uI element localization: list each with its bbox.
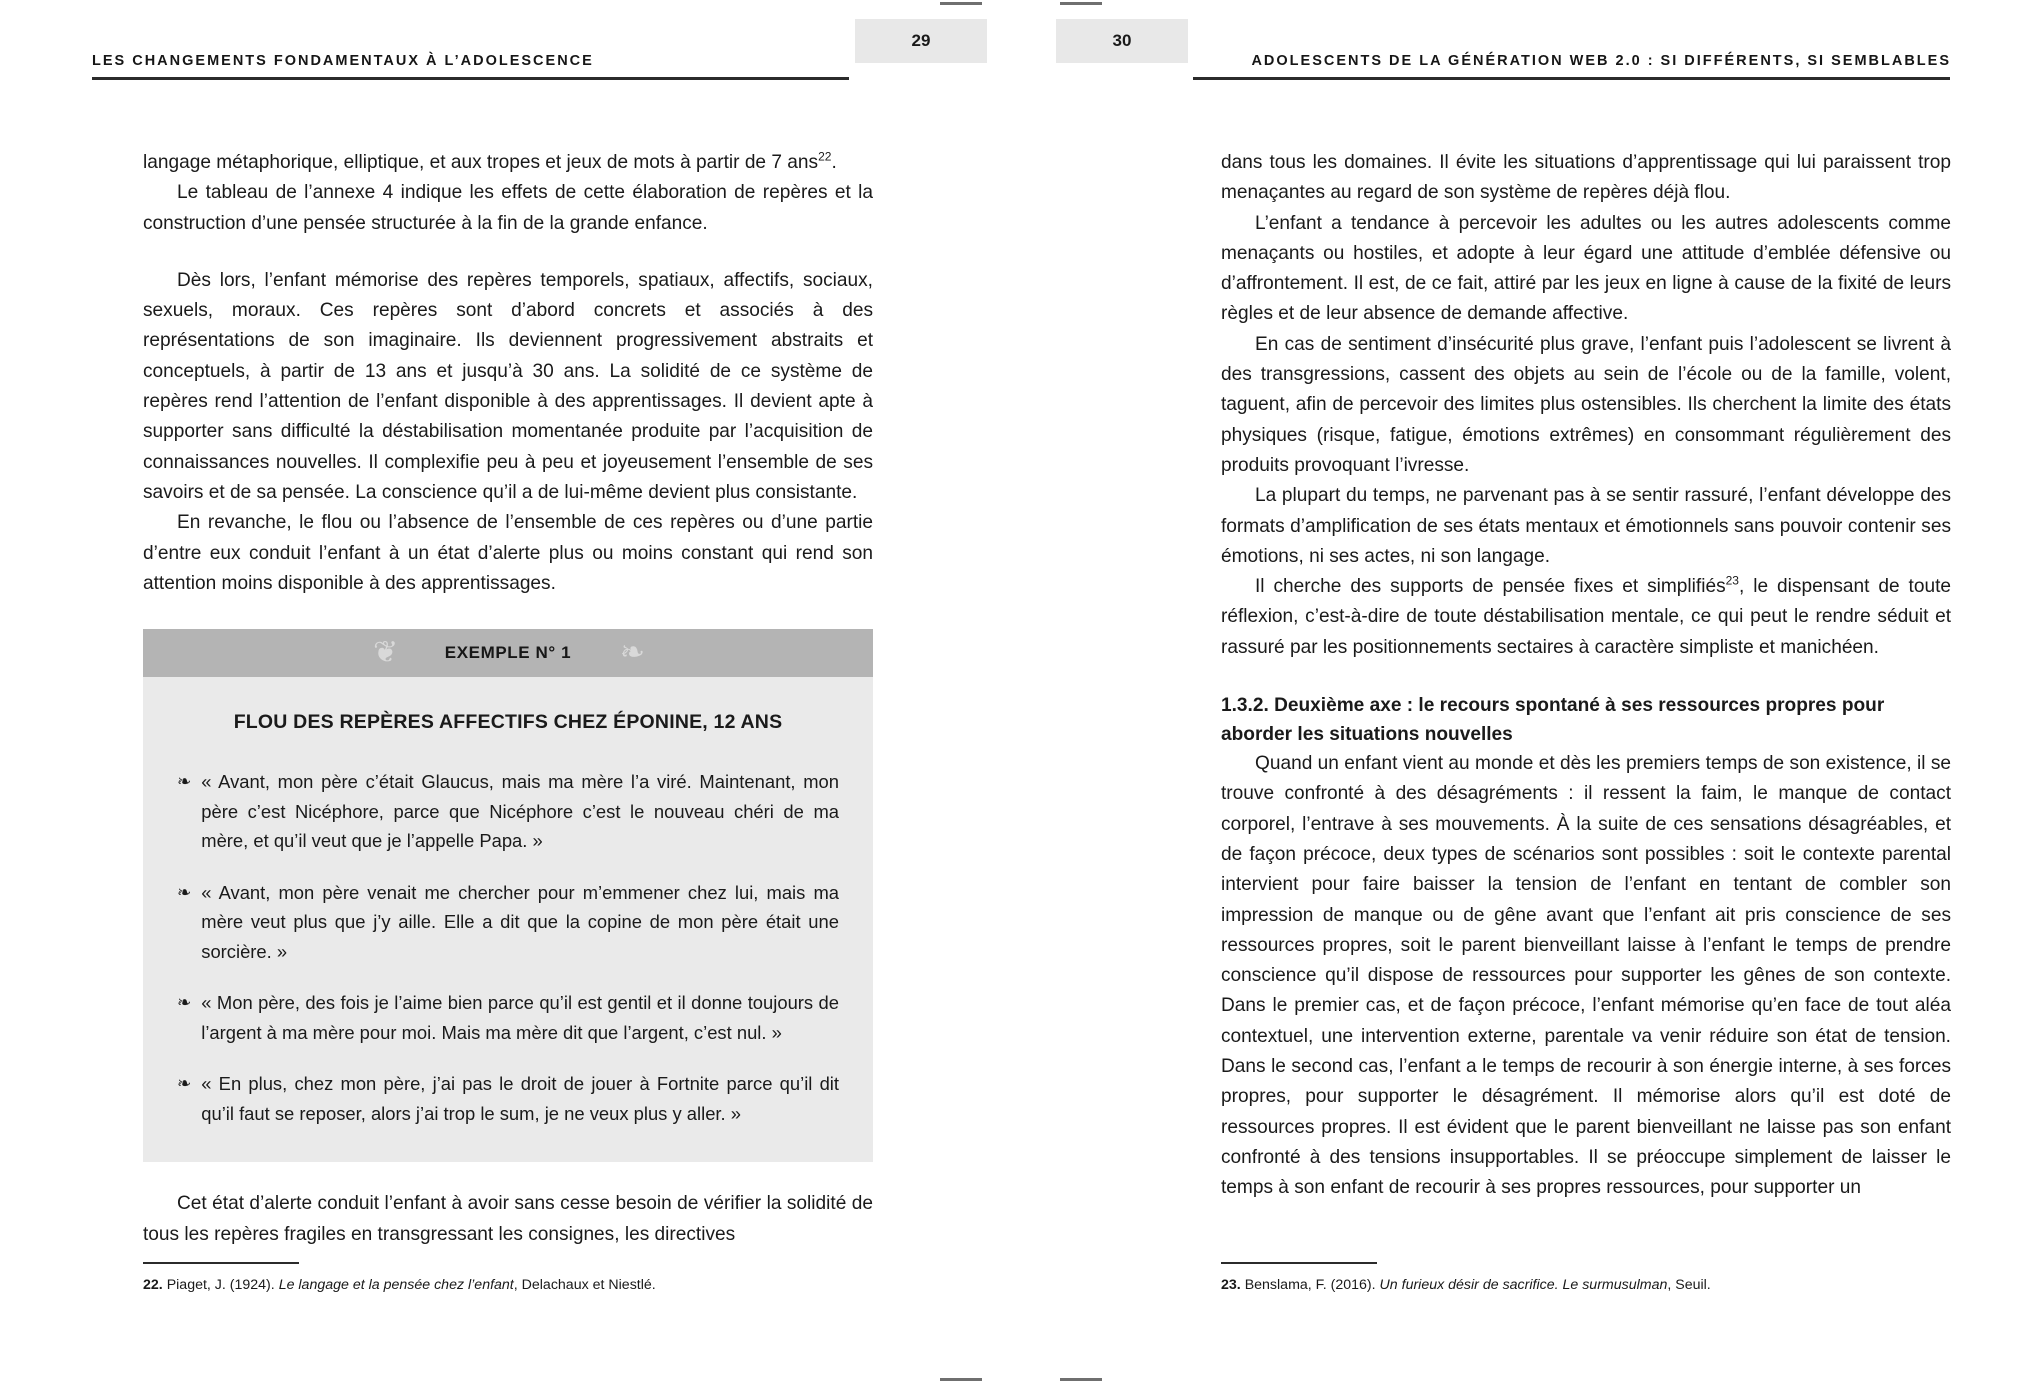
arrow-bullet-icon: ❧ [177,1074,192,1094]
paragraph: dans tous les domaines. Il évite les situations d’apprentissage qui lui paraissent trop menaçantes au regard de son système de repères déjà flou. [1221,152,1951,204]
paragraph: Dès lors, l’enfant mémorise des repères temporels, spatiaux, affectifs, sociaux, sexuels, moraux. Ces repères sont d’abord concrets et associés à des représentations de son imaginaire. Ils deviennent progressivement abstraits et conceptuels, à partir de 13 ans et jusqu’à 30 ans. La solidité de ce système de repères rend l’attention de l’enfant disponible à des apprentissages. Il devient apte à supporter sans difficulté la déstabilisation momentanée produite par l’acquisition de connaissances nouvelles. Il complexifie peu à peu et joyeusement l’ensemble de ses savoirs et de sa pensée. La conscience qu’il a de lui-même devient plus consistante. [143,269,873,503]
list-item-text: « En plus, chez mon père, j’ai pas le droit de jouer à Fortnite parce qu’il dit qu’il faut se reposer, alors j’ai trop le sum, je ne veux plus y aller. » [201,1073,839,1124]
body-column-right [1221,148,1951,1204]
list-item [177,767,839,856]
body-column-left [143,148,873,1250]
list-item [177,878,839,967]
running-head-text: ADOLESCENTS DE LA GÉNÉRATION WEB 2.0 : SI DIFFÉRENTS, SI SEMBLABLES [1251,53,1951,69]
footnote-title: Un furieux désir de sacrifice. Le surmusulman [1379,1277,1668,1293]
footnote-number: 22. [143,1277,163,1293]
paragraph: Cet état d’alerte conduit l’enfant à avoir sans cesse besoin de vérifier la solidité de tous les repères fragiles en transgressant les consignes, les directives [143,1193,873,1245]
paragraph: langage métaphorique, elliptique, et aux tropes et jeux de mots à partir de 7 ans$^{22}$. [143,149,837,173]
folio-right [1056,19,1188,63]
arrow-bullet-icon: ❧ [177,882,192,902]
paragraph: Il cherche des supports de pensée fixes et simplifiés$^{23}$, le dispensant de toute réflexion, c’est-à-dire de toute déstabilisation mentale, ce qui peut le rendre séduit et rassuré par les positionnements sectaires à caractère simpliste et manichéen. [1221,573,1951,658]
paragraph: La plupart du temps, ne parvenant pas à se sentir rassuré, l’enfant développe des formats d’amplification de ses états mentaux et émotionnels sans pouvoir contenir ses émotions, ni ses actes, ni son langage. [1221,485,1951,567]
footnote-rule [1221,1262,1377,1264]
list-item-text: « Avant, mon père venait me chercher pour m’emmener chez lui, mais ma mère veut plus que j’y aille. Elle a dit que la copine de mon père était une sorcière. » [201,881,839,962]
example-band-label: EXEMPLE N° 1 [431,638,585,668]
footnote-publisher: , Delachaux et Niestlé. [513,1277,656,1293]
example-item-list [143,741,873,1162]
list-item-text: « Mon père, des fois je l’aime bien parce qu’il est gentil et il donne toujours de l’argent à ma mère pour moi. Mais ma mère dit que l’argent, c’est nul. » [201,992,839,1043]
paragraph: L’enfant a tendance à percevoir les adultes ou les autres adolescents comme menaçants ou hostiles, et adopte à leur égard une attitude d’emblée défensive ou d’affrontement. Il est, de ce fait, attiré par les jeux en ligne à cause de la fixité de leurs règles et de leur absence de demande affective. [1221,212,1951,325]
example-title: FLOU DES REPÈRES AFFECTIFS CHEZ ÉPONINE, 12 ANS [233,711,783,734]
header-rule-left [92,77,849,80]
footnote-number: 23. [1221,1277,1241,1293]
folio-number: 29 [911,31,931,50]
paragraph: En revanche, le flou ou l’absence de l’ensemble de ces repères ou d’une partie d’entre eux conduit l’enfant à un état d’alerte plus ou moins constant qui rend son attention moins disponible à des apprentissages. [143,512,873,594]
paragraph: Le tableau de l’annexe 4 indique les effets de cette élaboration de repères et la construction d’une pensée structurée à la fin de la grande enfance. [143,182,873,234]
footnote-marker: 22 [818,149,832,164]
list-item-text: « Avant, mon père c’était Glaucus, mais ma mère l’a viré. Maintenant, mon père c’est Nicéphore, parce que Nicéphore c’est le nouveau chéri de ma mère, et qu’il veut que je l’appelle Papa. » [201,771,839,852]
section-heading: 1.3.2. Deuxième axe : le recours spontané à ses ressources propres pour aborder les situations nouvelles [1221,695,1885,746]
paragraph: En cas de sentiment d’insécurité plus grave, l’enfant puis l’adolescent se livrent à des transgressions, cassent des objets au sein de l’école ou de la famille, volent, taguent, afin de percevoir des limites plus ostensibles. Ils cherchent la limite des états physiques (risque, fatigue, émotions extrêmes) en consommant régulièrement des produits provoquant l’ivresse. [1221,333,1951,476]
list-item [177,988,839,1047]
footnote-author: Piaget, J. (1924). [166,1277,275,1293]
arrow-bullet-icon: ❧ [177,993,192,1013]
footnote-left [143,1262,873,1295]
running-head-text: LES CHANGEMENTS FONDAMENTAUX À L’ADOLESCENCE [92,53,594,69]
swirl-ornament-right-icon: ❧ [619,636,643,670]
footnote-text [1221,1275,1951,1295]
arrow-bullet-icon: ❧ [177,772,192,792]
footnote-title: Le langage et la pensée chez l’enfant [278,1277,514,1293]
example-band [143,629,873,677]
footnote-author: Benslama, F. (2016). [1244,1277,1376,1293]
footnote-right [1221,1262,1951,1295]
folio-number: 30 [1112,31,1132,50]
paragraph: Quand un enfant vient au monde et dès les premiers temps de son existence, il se trouve confronté à des désagréments : il ressent la faim, le manque de contact corporel, l’entrave à ses mouvements. À la suite de ces sensations désagréables, et de façon précoce, deux types de scénarios sont possibles : soit le contexte parental intervient pour faire baisser la tension de l’enfant en tentant de combler son impression de manque ou de gêne avant que l’enfant ait pris conscience de ses ressources propres, soit le parent bienveillant laisse à l’enfant le temps de prendre conscience qu’il dispose de ressources pour supporter les gênes de son contexte. Dans le premier cas, et de façon précoce, l’enfant mémorise qu’en face de tout aléa contextuel, une intervention externe, parentale va venir réduire son état de tension. Dans le second cas, l’enfant a le temps de recourir à son énergie interne, à ses forces propres, pour supporter le désagrément. Il mémorise alors qu’il est doté de ressources propres. Il est évident que le parent bienveillant ne laisse pas son enfant confronté à des tensions insupportables. Il se préoccupe simplement de laisser le temps à son enfant de recourir à ses propres ressources, pour supporter un [1221,753,1951,1199]
example-box [143,629,873,1162]
running-head-right [1073,44,1951,78]
list-item [177,1069,839,1128]
footnote-rule [143,1262,299,1264]
folio-left [855,19,987,63]
footnote-marker: 23 [1725,573,1739,588]
running-head-left [92,44,970,78]
swirl-ornament-left-icon: ❦ [373,636,397,670]
header-rule-right [1193,77,1950,80]
footnote-publisher: , Seuil. [1667,1277,1711,1293]
page-right [1021,0,2042,1385]
footnote-text [143,1275,873,1295]
